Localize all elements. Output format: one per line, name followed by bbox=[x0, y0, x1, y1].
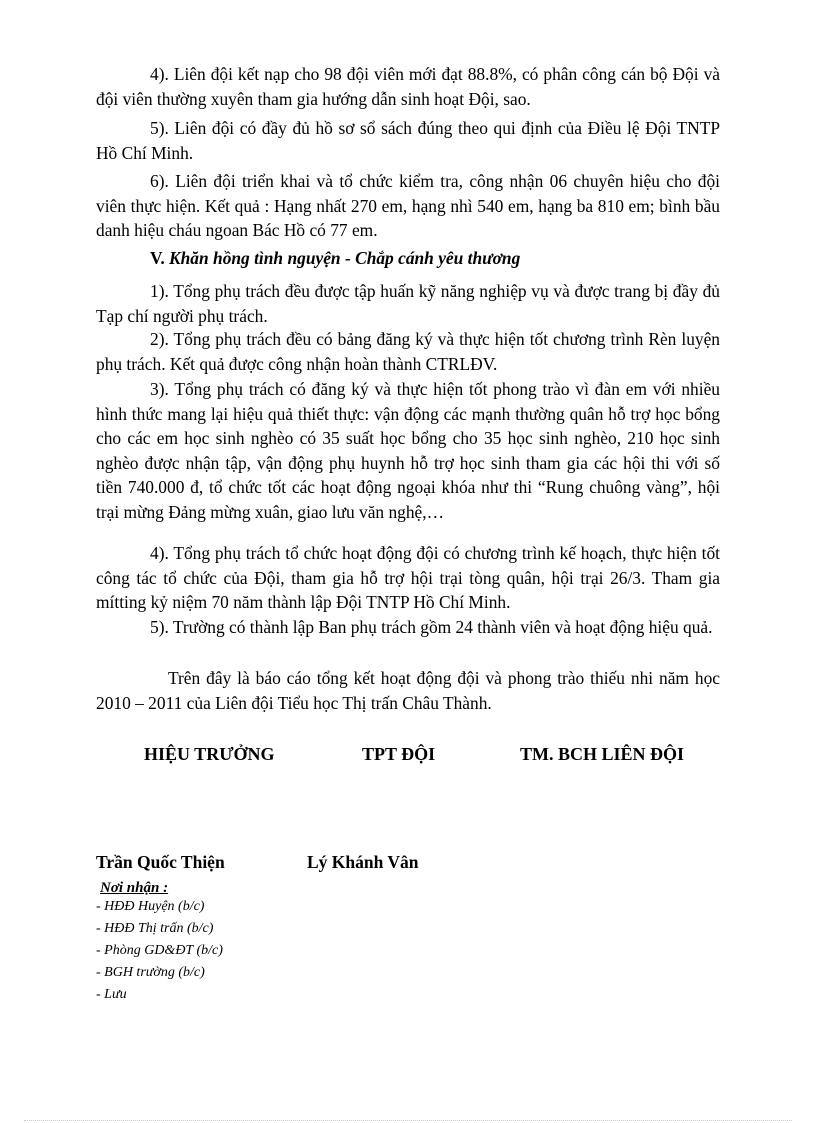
section-v-title: Khăn hồng tình nguyện - Chắp cánh yêu thương bbox=[169, 248, 521, 268]
closing-statement: Trên đây là báo cáo tổng kết hoạt động đội và phong trào thiếu nhi năm học 2010 – 2011 của Liên đội Tiểu học Thị trấn Châu Thành. bbox=[96, 668, 720, 713]
section-v-paragraph-1: 1). Tổng phụ trách đều được tập huấn kỹ năng nghiệp vụ và được trang bị đầy đủ Tạp chí người phụ trách. bbox=[96, 281, 720, 326]
recipient-item: - HĐĐ Thị trấn (b/c) bbox=[96, 921, 214, 936]
paragraph-5: 5). Liên đội có đầy đủ hồ sơ sổ sách đúng theo qui định của Điều lệ Đội TNTP Hồ Chí Minh. bbox=[96, 118, 720, 163]
section-v-paragraph-3: 3). Tổng phụ trách có đăng ký và thực hiện tốt phong trào vì đàn em với nhiều hình thức mang lại hiệu quả thiết thực: vận động các mạnh thường quân hỗ trợ học bổng cho các em học sinh nghèo có 35 suất học bổng cho 35 học sinh nghèo, 210 học sinh nghèo được nhận tập, vận động phụ huynh hỗ trợ học sinh tham gia các hội thi với số tiền 740.000 đ, tổ chức tốt các hoạt động ngoại khóa như thi “Rung chuông vàng”, hội trại mừng Đảng mừng xuân, giao lưu văn nghệ,… bbox=[96, 379, 720, 522]
recipient-item: - Phòng GD&ĐT (b/c) bbox=[96, 943, 223, 958]
section-v-heading bbox=[150, 246, 520, 271]
tpt-name: Lý Khánh Vân bbox=[307, 852, 419, 872]
recipients-title: Nơi nhận : bbox=[100, 880, 169, 896]
paragraph-4: 4). Liên đội kết nạp cho 98 đội viên mới đạt 88.8%, có phân công cán bộ Đội và đội viên thường xuyên tham gia hướng dẫn sinh hoạt Đội, sao. bbox=[96, 64, 720, 109]
paragraph-6: 6). Liên đội triển khai và tổ chức kiểm tra, công nhận 06 chuyên hiệu cho đội viên thực hiện. Kết quả : Hạng nhất 270 em, hạng nhì 540 em, hạng ba 810 em; bình bầu danh hiệu cháu ngoan Bác Hồ có 77 em. bbox=[96, 171, 720, 240]
bch-title: TM. BCH LIÊN ĐỘI bbox=[520, 744, 685, 764]
page-footer-divider bbox=[24, 1120, 792, 1121]
recipients-list bbox=[96, 896, 223, 1006]
recipient-item: - BGH trường (b/c) bbox=[96, 965, 205, 980]
section-v-paragraph-2: 2). Tổng phụ trách đều có bảng đăng ký và thực hiện tốt chương trình Rèn luyện phụ trách. Kết quả được công nhận hoàn thành CTRLĐV. bbox=[96, 329, 720, 374]
section-v-number: V. bbox=[150, 248, 165, 268]
principal-title: HIỆU TRƯỞNG bbox=[144, 744, 275, 764]
principal-name: Trần Quốc Thiện bbox=[96, 852, 225, 872]
recipient-item: - HĐĐ Huyện (b/c) bbox=[96, 899, 205, 914]
tpt-title: TPT ĐỘI bbox=[362, 744, 436, 764]
section-v-paragraph-4: 4). Tổng phụ trách tổ chức hoạt động đội có chương trình kế hoạch, thực hiện tốt công tác tổ chức của Đội, tham gia hỗ trợ hội trại tòng quân, hội trại 26/3. Tham gia mítting kỷ niệm 70 năm thành lập Đội TNTP Hồ Chí Minh. bbox=[96, 543, 720, 612]
section-v-paragraph-5: 5). Trường có thành lập Ban phụ trách gồm 24 thành viên và hoạt động hiệu quả. bbox=[150, 617, 713, 637]
recipient-item: - Lưu bbox=[96, 987, 127, 1002]
